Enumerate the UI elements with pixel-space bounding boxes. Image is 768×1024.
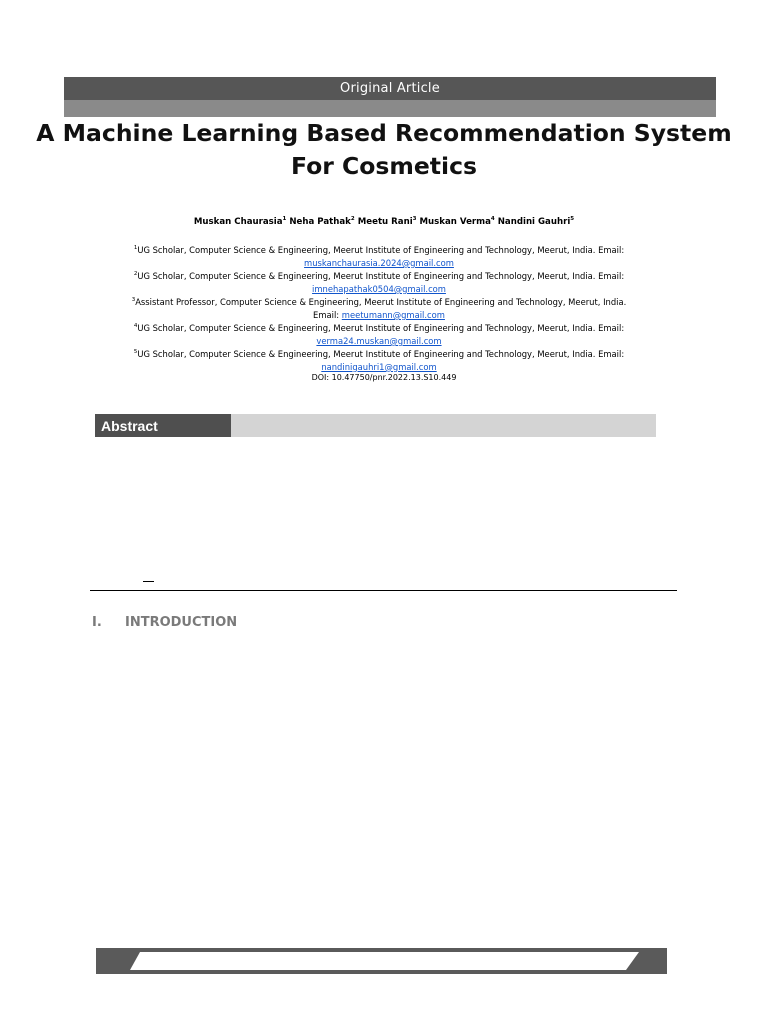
- author-name: Neha Pathak: [289, 216, 351, 227]
- short-dash: [143, 581, 154, 582]
- affiliation-sup: 5: [133, 349, 138, 355]
- section-number: I.: [92, 615, 102, 630]
- affiliation-sup: 4: [133, 323, 138, 329]
- author-sup: 2: [350, 216, 355, 222]
- section-divider: [90, 590, 677, 591]
- author-sup: 3: [412, 216, 417, 222]
- section-title: INTRODUCTION: [125, 615, 238, 630]
- affiliation-sup: 1: [133, 245, 138, 251]
- footer-bar: [96, 948, 667, 974]
- abstract-bar: [95, 414, 656, 437]
- affiliation-sup: 3: [131, 297, 136, 303]
- affiliation-email-label: Email:: [313, 309, 340, 320]
- author-name: Meetu Rani: [357, 216, 413, 227]
- article-type-label: Original Article: [340, 81, 440, 96]
- affiliation-text: UG Scholar, Computer Science & Engineering, Meerut Institute of Engineering and Technology, Meerut, India. Email:: [137, 348, 625, 359]
- affiliation-2: [100, 268, 658, 296]
- email-link[interactable]: meetumann@gmail.com: [341, 309, 445, 320]
- footer-bar-inset: [130, 952, 639, 970]
- affiliation-4: [100, 320, 658, 348]
- abstract-heading: Abstract: [95, 414, 231, 437]
- author-name: Muskan Verma: [419, 216, 491, 227]
- author-sup: 4: [490, 216, 495, 222]
- paper-title: A Machine Learning Based Recommendation System For Cosmetics: [36, 119, 732, 180]
- affiliation-text: UG Scholar, Computer Science & Engineering, Meerut Institute of Engineering and Technology, Meerut, India. Email:: [137, 322, 625, 333]
- author-list: [0, 216, 768, 227]
- affiliation-sup: 2: [133, 271, 138, 277]
- banner-stripe: [64, 100, 716, 117]
- email-link[interactable]: verma24.muskan@gmail.com: [316, 335, 442, 346]
- affiliation-1: [100, 242, 658, 270]
- affiliation-text: UG Scholar, Computer Science & Engineering, Meerut Institute of Engineering and Technology, Meerut, India. Email:: [137, 270, 625, 281]
- author-sup: 1: [282, 216, 287, 222]
- author-name: Nandini Gauhri: [497, 216, 571, 227]
- doi: DOI: 10.47750/pnr.2022.13.S10.449: [311, 373, 457, 382]
- affiliation-3: [100, 294, 658, 322]
- author-name: Muskan Chaurasia: [193, 216, 283, 227]
- affiliation-5: [100, 346, 658, 374]
- email-link[interactable]: muskanchaurasia.2024@gmail.com: [304, 257, 454, 268]
- article-type-banner: [64, 77, 716, 100]
- email-link[interactable]: imnehapathak0504@gmail.com: [312, 283, 446, 294]
- email-link[interactable]: nandinigauhri1@gmail.com: [321, 361, 437, 372]
- affiliation-text: Assistant Professor, Computer Science & Engineering, Meerut Institute of Engineering and Technology, Meerut, India.: [135, 296, 627, 307]
- affiliation-text: UG Scholar, Computer Science & Engineering, Meerut Institute of Engineering and Technology, Meerut, India. Email:: [137, 244, 625, 255]
- section-heading: [92, 615, 237, 630]
- author-sup: 5: [570, 216, 575, 222]
